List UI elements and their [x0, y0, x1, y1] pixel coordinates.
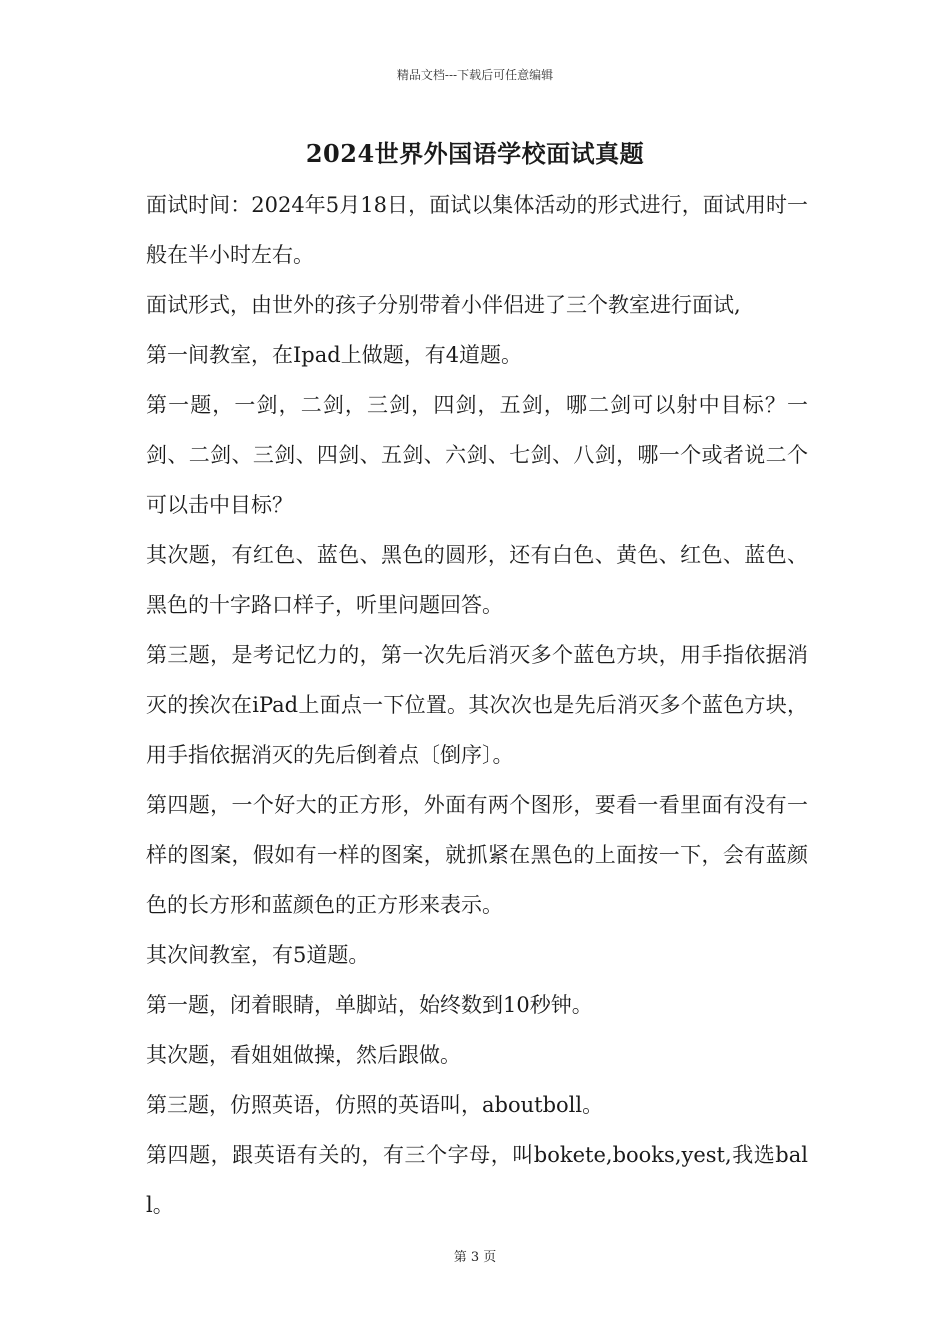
paragraph-second-classroom: 其次间教室，有5道题。 [146, 943, 370, 967]
paragraph-room2-question-1: 第一题，闭着眼睛，单脚站，始终数到10秒钟。 [146, 993, 593, 1017]
paragraph-question-2: 其次题，有红色、蓝色、黑色的圆形，还有白色、黄色、红色、蓝色、黑色的十字路口样子，听里问题回答。 [146, 543, 808, 617]
paragraph-room2-question-4: 第四题，跟英语有关的，有三个字母，叫bokete,books,yest,我选ball。 [146, 1143, 808, 1217]
document-title: 2024世界外国语学校面试真题 [305, 139, 645, 168]
paragraph-question-3: 第三题，是考记忆力的，第一次先后消灭多个蓝色方块，用手指依据消灭的挨次在iPad上面点一下位置。其次次也是先后消灭多个蓝色方块，用手指依据消灭的先后倒着点〔倒序〕。 [146, 643, 808, 767]
page-number: 第 3 页 [453, 1250, 497, 1265]
page-header: 精品文档---下载后可任意编辑 [396, 68, 554, 82]
paragraph-room2-question-2: 其次题，看姐姐做操，然后跟做。 [146, 1043, 461, 1067]
paragraph-room2-question-3: 第三题，仿照英语，仿照的英语叫，aboutboll。 [146, 1093, 604, 1117]
paragraph-first-classroom: 第一间教室，在Ipad上做题，有4道题。 [146, 343, 523, 367]
paragraph-interview-format: 面试形式，由世外的孩子分别带着小伴侣进了三个教室进行面试, [146, 293, 741, 317]
paragraph-question-1: 第一题，一剑，二剑，三剑，四剑，五剑，哪二剑可以射中目标？一剑、二剑、三剑、四剑、五剑、六剑、七剑、八剑，哪一个或者说二个可以击中目标？ [146, 393, 808, 517]
document-body [146, 180, 808, 1230]
paragraph-interview-time: 面试时间：2024年5月18日，面试以集体活动的形式进行，面试用时一般在半小时左右。 [146, 193, 808, 267]
paragraph-question-4: 第四题，一个好大的正方形，外面有两个图形，要看一看里面有没有一样的图案，假如有一样的图案，就抓紧在黑色的上面按一下，会有蓝颜色的长方形和蓝颜色的正方形来表示。 [146, 793, 808, 917]
